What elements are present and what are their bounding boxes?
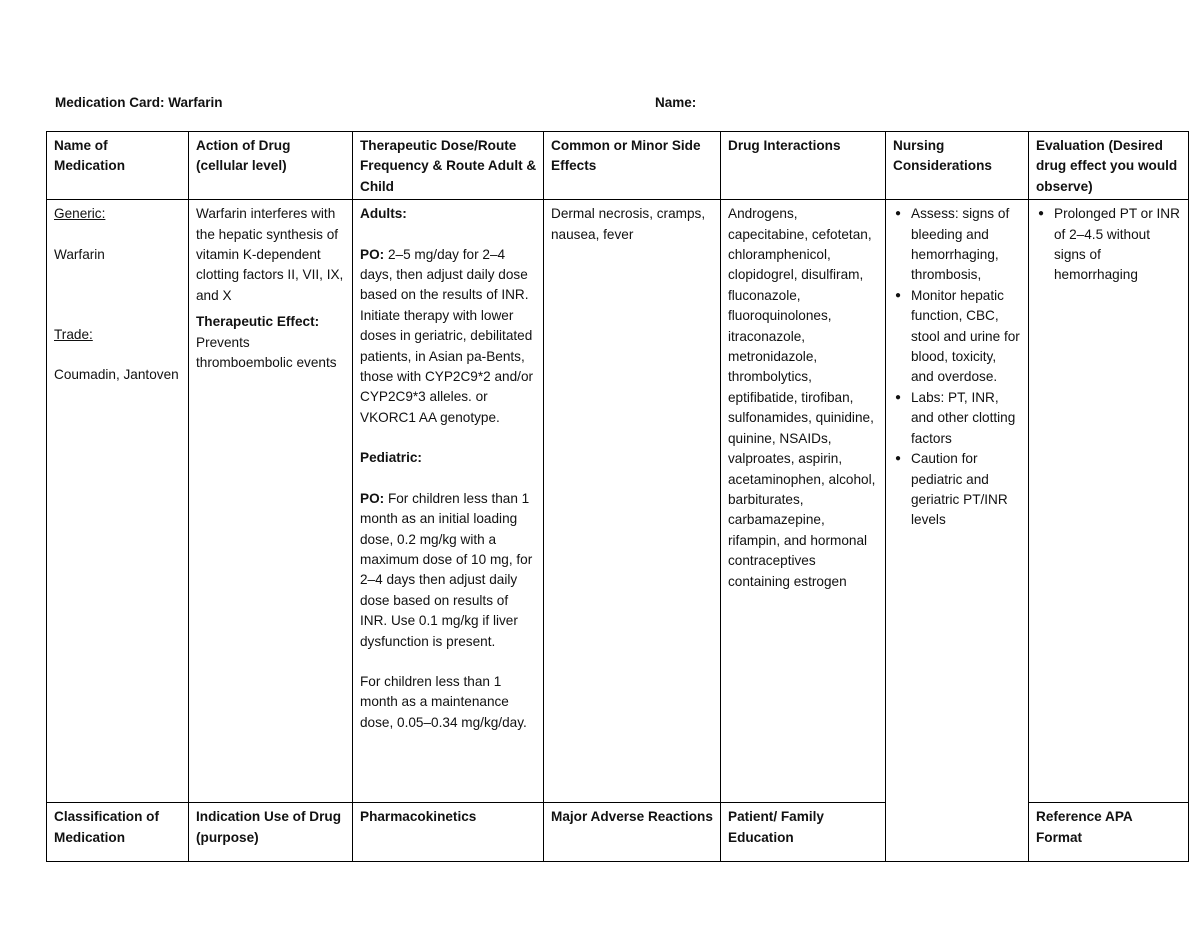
indication-label: Indication Use of Drug (purpose)	[189, 803, 353, 862]
name-cell	[47, 200, 189, 803]
action-cell	[189, 200, 353, 803]
medication-card-table	[46, 131, 1189, 862]
adult-dose-text	[360, 245, 537, 429]
col-header-side-effects: Common or Minor Side Effects	[544, 132, 721, 200]
col-header-name: Name of Medication	[47, 132, 189, 200]
trade-label: Trade:	[54, 327, 93, 343]
therapeutic-effect-label: Therapeutic Effect:	[196, 314, 320, 330]
name-label: Name:	[655, 95, 697, 110]
nursing-list	[893, 204, 1022, 531]
nursing-item: ● Assess: signs of bleeding and hemorrhaging, thrombosis,	[893, 204, 1022, 286]
pediatric-label: Pediatric:	[360, 450, 422, 466]
col-header-dose: Therapeutic Dose/Route Frequency & Route Adult & Child	[353, 132, 544, 200]
nursing-cell	[886, 200, 1029, 862]
reference-label: Reference APA Format	[1029, 803, 1189, 862]
generic-value: Warfarin	[54, 246, 105, 262]
col-header-action: Action of Drug (cellular level)	[189, 132, 353, 200]
interactions-text: Androgens, capecitabine, cefotetan, chloramphenicol, clopidogrel, disulfiram, fluconazole, fluoroquinolones, itraconazole, metronidazole, thrombolytics, eptifibatide, tirofiban, sulfonamides, quinidine, quinine, NSAIDs, valproates, aspirin, acetaminophen, alcohol, barbiturates, carbamazepine, rifampin, and hormonal contraceptives containing estrogen	[728, 206, 876, 589]
action-text: Warfarin interferes with the hepatic synthesis of vitamin K-dependent clotting factors II, VII, IX, and X	[196, 206, 344, 303]
ped-po-label: PO:	[360, 490, 385, 506]
dose-cell	[353, 200, 544, 803]
interactions-cell	[721, 200, 886, 803]
evaluation-item: ● Prolonged PT or INR of 2–4.5 without signs of hemorrhaging	[1036, 204, 1182, 286]
adults-label: Adults:	[360, 206, 407, 222]
ped-po-text: For children less than 1 month as an initial loading dose, 0.2 mg/kg with a maximum dose of 10 mg, for 2–4 days then adjust daily dose based on results of INR. Use 0.1 mg/kg if liver dysfunction is present.	[360, 490, 533, 649]
generic-label: Generic:	[54, 206, 106, 222]
page-title: Medication Card: Warfarin	[55, 95, 223, 110]
col-header-nursing: Nursing Considerations	[886, 132, 1029, 200]
adult-po-label: PO:	[360, 246, 385, 262]
nursing-item: ● Caution for pediatric and geriatric PT/INR levels	[893, 449, 1022, 531]
nursing-item: ● Labs: PT, INR, and other clotting factors	[893, 388, 1022, 449]
trade-value: Coumadin, Jantoven	[54, 367, 179, 383]
education-label: Patient/ Family Education	[721, 803, 886, 862]
evaluation-list	[1036, 204, 1182, 286]
adverse-reactions-label: Major Adverse Reactions	[544, 803, 721, 862]
maintenance-text: For children less than 1 month as a maintenance dose, 0.05–0.34 mg/kg/day.	[360, 673, 527, 730]
nursing-item: ● Monitor hepatic function, CBC, stool and urine for blood, toxicity, and overdose.	[893, 286, 1022, 388]
header-row	[47, 132, 1189, 200]
evaluation-cell	[1029, 200, 1189, 803]
pharmacokinetics-label: Pharmacokinetics	[353, 803, 544, 862]
adult-po-text: 2–5 mg/day for 2–4 days, then adjust daily dose based on the results of INR. Initiate therapy with lower doses in geriatric, debilitated patients, in Asian pa-Bents, those with CYP2C9*2 and/or CYP2C9*3 alleles. or VKORC1 AA genotype.	[360, 246, 534, 425]
side-effects-cell	[544, 200, 721, 803]
col-header-interactions: Drug Interactions	[721, 132, 886, 200]
therapeutic-effect-text: Prevents thromboembolic events	[196, 334, 337, 371]
page-header	[55, 95, 1175, 115]
col-header-evaluation: Evaluation (Desired drug effect you would observe)	[1029, 132, 1189, 200]
pediatric-dose-text	[360, 489, 537, 652]
side-effects-text: Dermal necrosis, cramps, nausea, fever	[551, 206, 706, 242]
content-row	[47, 200, 1189, 803]
classification-label: Classification of Medication	[47, 803, 189, 862]
